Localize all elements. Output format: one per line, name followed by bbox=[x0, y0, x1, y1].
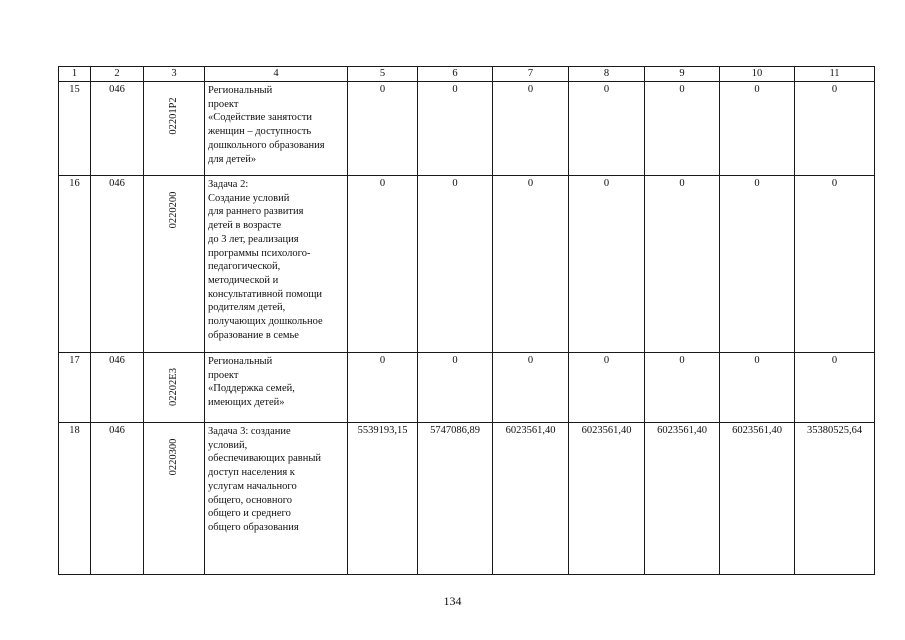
item-name: Задача 2: Создание условий для раннего развития детей в возрасте до 3 лет, реализация программы психолого- педагогической, методической и консультативной помощи родителям детей, получающих дошкольное образование в семье bbox=[205, 176, 348, 353]
value-cell: 0 bbox=[569, 353, 645, 423]
header-cell: 5 bbox=[348, 67, 418, 82]
kbk-code: 0220200 bbox=[168, 191, 180, 229]
header-cell: 9 bbox=[645, 67, 720, 82]
table-row bbox=[59, 176, 875, 353]
header-cell: 2 bbox=[91, 67, 144, 82]
value-cell: 0 bbox=[645, 82, 720, 176]
value-cell: 0 bbox=[645, 176, 720, 353]
header-cell: 10 bbox=[720, 67, 795, 82]
value-cell: 0 bbox=[348, 82, 418, 176]
header-cell: 8 bbox=[569, 67, 645, 82]
value-cell: 0 bbox=[493, 82, 569, 176]
kbk-cell bbox=[144, 82, 205, 176]
header-cell: 11 bbox=[795, 67, 875, 82]
ministry-code: 046 bbox=[91, 176, 144, 353]
value-cell: 0 bbox=[418, 82, 493, 176]
item-name: Задача 3: создание условий, обеспечивающих равный доступ населения к услугам начального общего, основного общего и среднего общего образования bbox=[205, 423, 348, 575]
kbk-code: 02202E3 bbox=[168, 368, 180, 406]
value-cell: 0 bbox=[645, 353, 720, 423]
table-row bbox=[59, 353, 875, 423]
value-cell: 6023561,40 bbox=[493, 423, 569, 575]
value-cell: 0 bbox=[795, 176, 875, 353]
value-cell: 6023561,40 bbox=[645, 423, 720, 575]
ministry-code: 046 bbox=[91, 423, 144, 575]
value-cell: 6023561,40 bbox=[569, 423, 645, 575]
row-number: 16 bbox=[59, 176, 91, 353]
value-cell: 0 bbox=[418, 176, 493, 353]
kbk-code: 0220300 bbox=[168, 438, 180, 476]
row-number: 18 bbox=[59, 423, 91, 575]
kbk-cell bbox=[144, 176, 205, 353]
value-cell: 0 bbox=[348, 176, 418, 353]
ministry-code: 046 bbox=[91, 353, 144, 423]
value-cell: 0 bbox=[569, 82, 645, 176]
header-cell: 1 bbox=[59, 67, 91, 82]
table-row bbox=[59, 423, 875, 575]
header-row bbox=[59, 67, 875, 82]
table-row bbox=[59, 82, 875, 176]
header-cell: 7 bbox=[493, 67, 569, 82]
value-cell: 35380525,64 bbox=[795, 423, 875, 575]
value-cell: 0 bbox=[795, 353, 875, 423]
value-cell: 5539193,15 bbox=[348, 423, 418, 575]
kbk-cell bbox=[144, 353, 205, 423]
value-cell: 0 bbox=[720, 353, 795, 423]
value-cell: 0 bbox=[569, 176, 645, 353]
header-cell: 6 bbox=[418, 67, 493, 82]
ministry-code: 046 bbox=[91, 82, 144, 176]
page-number: 134 bbox=[443, 594, 462, 608]
value-cell: 0 bbox=[720, 82, 795, 176]
item-name: Региональный проект «Содействие занятости женщин – доступность дошкольного образования для детей» bbox=[205, 82, 348, 176]
value-cell: 0 bbox=[795, 82, 875, 176]
value-cell: 6023561,40 bbox=[720, 423, 795, 575]
value-cell: 5747086,89 bbox=[418, 423, 493, 575]
value-cell: 0 bbox=[418, 353, 493, 423]
budget-table bbox=[58, 66, 875, 575]
value-cell: 0 bbox=[493, 176, 569, 353]
header-cell: 4 bbox=[205, 67, 348, 82]
kbk-code: 02201P2 bbox=[168, 97, 180, 135]
kbk-cell bbox=[144, 423, 205, 575]
item-name: Региональный проект «Поддержка семей, имеющих детей» bbox=[205, 353, 348, 423]
value-cell: 0 bbox=[348, 353, 418, 423]
header-cell: 3 bbox=[144, 67, 205, 82]
row-number: 17 bbox=[59, 353, 91, 423]
value-cell: 0 bbox=[493, 353, 569, 423]
row-number: 15 bbox=[59, 82, 91, 176]
value-cell: 0 bbox=[720, 176, 795, 353]
